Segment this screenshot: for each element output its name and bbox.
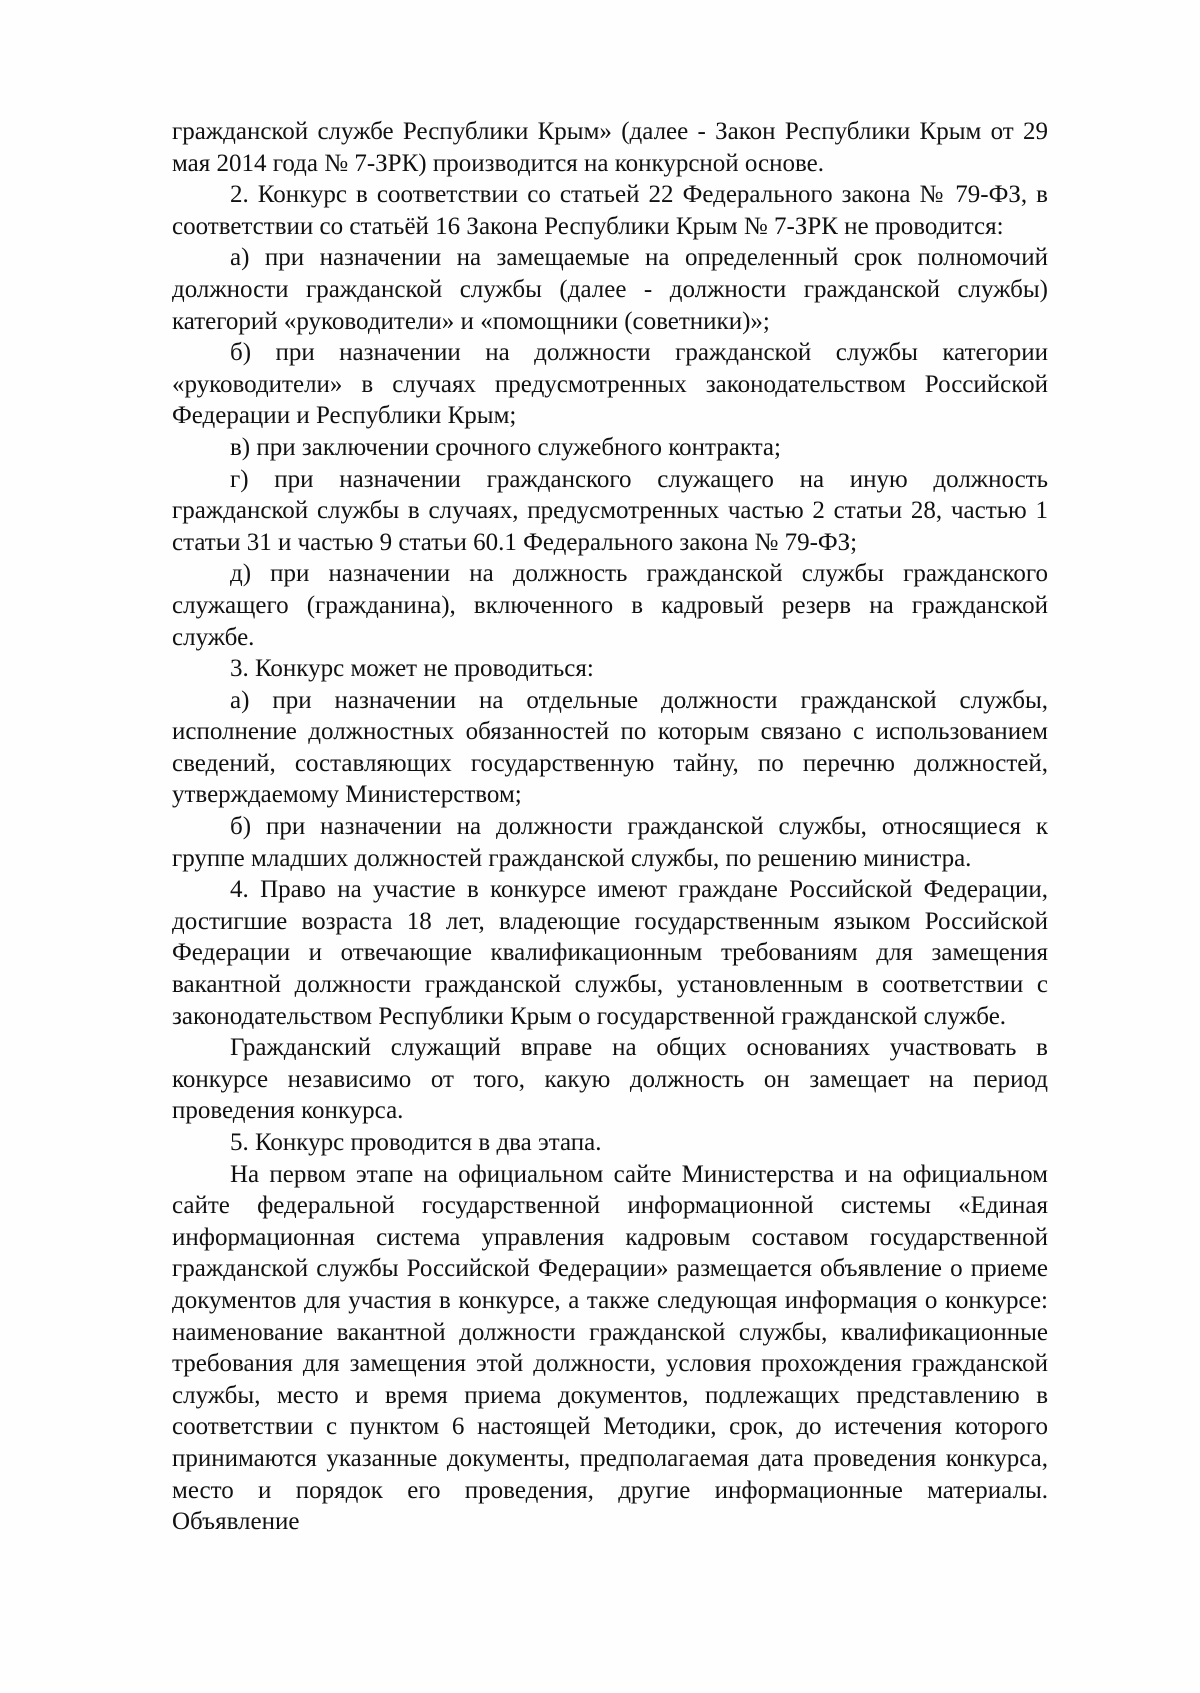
document-body (172, 116, 1048, 1538)
paragraph-2d: д) при назначении на должность гражданской службы гражданского служащего (гражданина), включенного в кадровый резерв на гражданской службе. (172, 560, 1048, 651)
paragraph-civil-servant: Гражданский служащий вправе на общих основаниях участвовать в конкурсе независимо от того, какую должность он замещает на период проведения конкурса. (172, 1034, 1048, 1125)
paragraph-3a: а) при назначении на отдельные должности гражданской службы, исполнение должностных обязанностей по которым связано с использованием сведений, составляющих государственную тайну, по перечню должностей, утверждаемому Министерством; (172, 686, 1048, 809)
paragraph-item-2: 2. Конкурс в соответствии со статьей 22 Федерального закона № 79-ФЗ, в соответствии со статьёй 16 Закона Республики Крым № 7-ЗРК не проводится: (172, 181, 1048, 240)
paragraph-item-3: 3. Конкурс может не проводиться: (230, 655, 594, 683)
paragraph-item-4: 4. Право на участие в конкурсе имеют граждане Российской Федерации, достигшие возраста 18 лет, владеющие государственным языком Российской Федерации и отвечающие квалификационным требованиям для замещения вакантной должности гражданской службы, установленным в соответствии с законодательством Республики Крым о государственной гражданской службе. (172, 876, 1048, 1030)
paragraph-2b: б) при назначении на должности гражданской службы категории «руководители» в случаях предусмотренных законодательством Российской Федерации и Республики Крым; (172, 339, 1048, 430)
paragraph-2a: а) при назначении на замещаемые на определенный срок полномочий должности гражданской службы (далее - должности гражданской службы) категорий «руководители» и «помощники (советники)»; (172, 244, 1048, 335)
paragraph-first-stage: На первом этапе на официальном сайте Министерства и на официальном сайте федеральной государственной информационной системы «Единая информационная система управления кадровым составом государственной гражданской службы Российской Федерации» размещается объявление о приеме документов для участия в конкурсе, а также следующая информация о конкурсе: наименование вакантной должности гражданской службы, квалификационные требования для замещения этой должности, условия прохождения гражданской службы, место и время приема документов, подлежащих представлению в соответствии с пунктом 6 настоящей Методики, срок, до истечения которого принимаются указанные документы, предполагаемая дата проведения конкурса, место и порядок его проведения, другие информационные материалы. Объявление (172, 1160, 1048, 1536)
paragraph-2g: г) при назначении гражданского служащего на иную должность гражданской службы в случаях, предусмотренных частью 2 статьи 28, частью 1 статьи 31 и частью 9 статьи 60.1 Федерального закона № 79-ФЗ; (172, 465, 1048, 556)
paragraph-3b: б) при назначении на должности гражданской службы, относящиеся к группе младших должностей гражданской службы, по решению министра. (172, 813, 1048, 872)
paragraph-continuation: гражданской службе Республики Крым» (далее - Закон Республики Крым от 29 мая 2014 года № 7-ЗРК) производится на конкурсной основе. (172, 118, 1048, 177)
paragraph-2v: в) при заключении срочного служебного контракта; (230, 433, 781, 461)
paragraph-item-5: 5. Конкурс проводится в два этапа. (230, 1129, 602, 1156)
